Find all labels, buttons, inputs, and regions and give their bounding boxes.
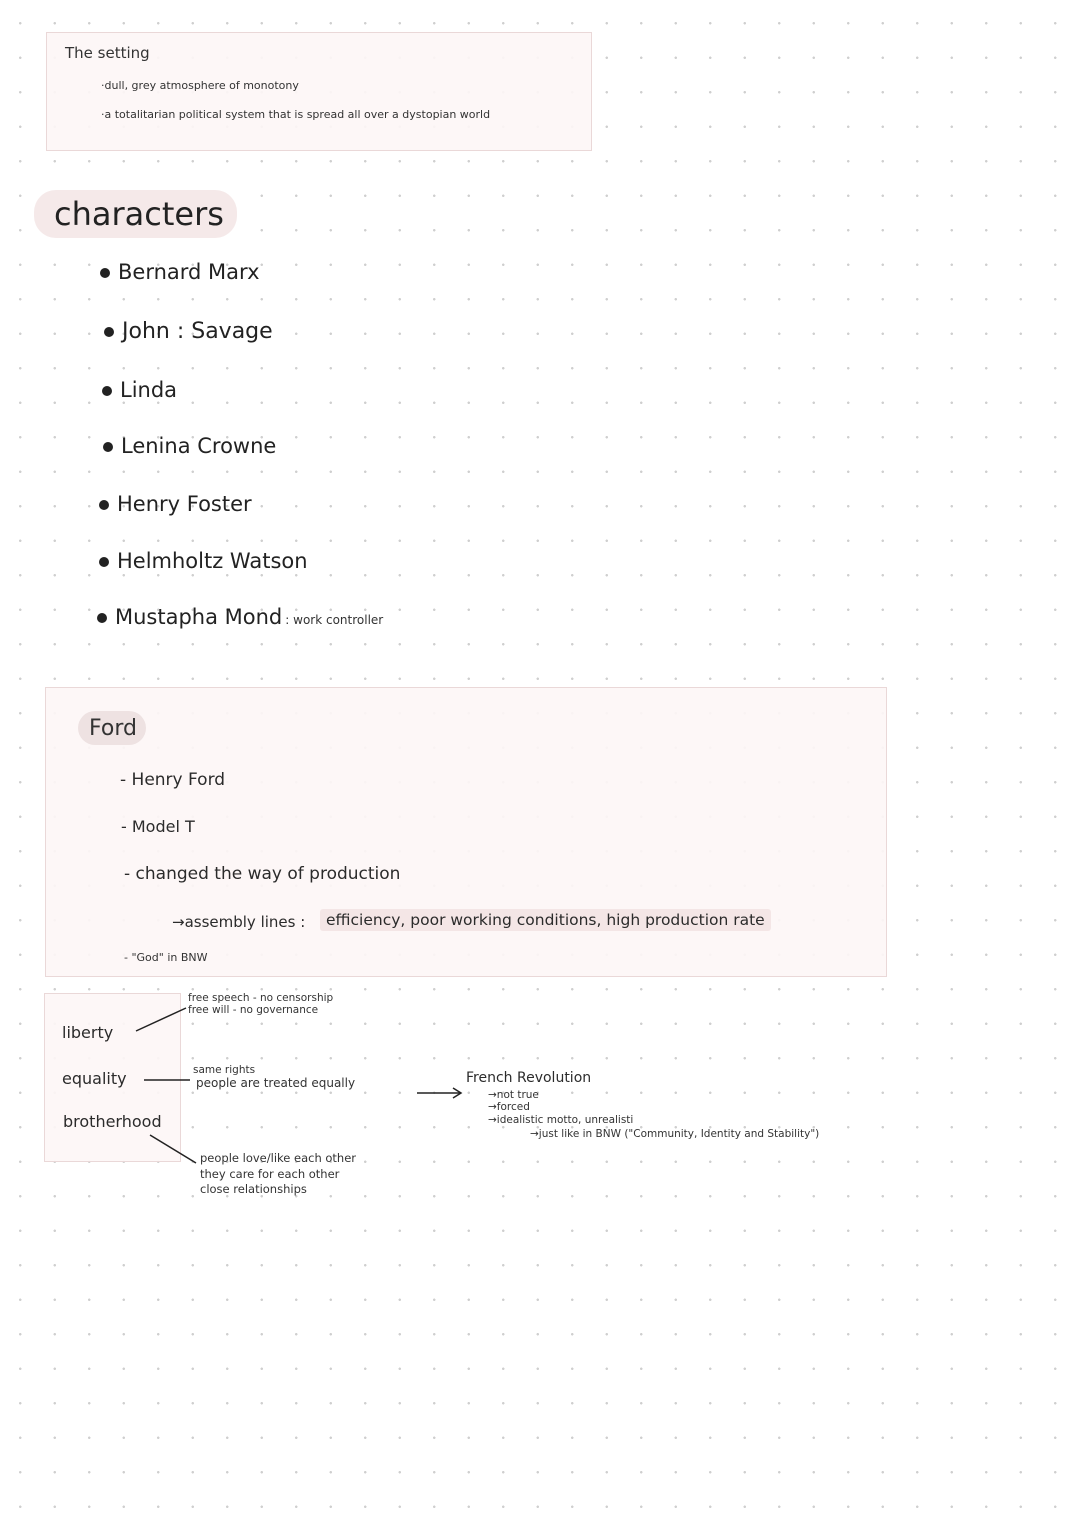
arrow-head-icon [453,1088,461,1098]
motto-liberty: liberty [62,1023,114,1042]
motto-brotherhood: brotherhood [63,1112,162,1131]
ford-point-henry: - Henry Ford [120,770,226,790]
liberty-note-2: free will - no governance [188,1004,319,1016]
ford-point-model-t: - Model T [121,817,195,836]
equality-note-2: people are treated equally [196,1076,356,1090]
bullet-icon [102,386,112,396]
bullet-icon [97,613,107,623]
character-helmholtz: Helmholtz Watson [99,549,308,573]
french-revolution-title: French Revolution [466,1070,592,1086]
ford-heading: Ford [89,716,137,741]
ford-assembly-detail: efficiency, poor working conditions, high production rate [320,909,771,931]
bullet-icon [99,500,109,510]
brotherhood-note-3: close relationships [200,1182,307,1196]
characters-heading: characters [54,195,224,233]
mustapha-note: : work controller [285,613,384,627]
motto-equality: equality [62,1069,127,1088]
liberty-note-1: free speech - no censorship [188,992,334,1004]
ford-assembly-label: →assembly lines : [172,913,306,931]
brotherhood-note-1: people love/like each other [200,1151,357,1165]
character-henry: Henry Foster [99,492,252,516]
character-lenina: Lenina Crowne [103,434,276,458]
bullet-icon [100,268,110,278]
equality-note-1: same rights [193,1064,256,1076]
fr-note-3: →idealistic motto, unrealisti [488,1114,634,1126]
ford-god: - "God" in BNW [124,951,208,964]
brotherhood-note-2: they care for each other [200,1167,340,1181]
bullet-icon [99,557,109,567]
bnw-note: →just like in BNW ("Community, Identity and Stability") [530,1128,820,1140]
setting-line-2: ·a totalitarian political system that is spread all over a dystopian world [101,108,491,121]
bullet-icon [104,327,114,337]
ford-point-production: - changed the way of production [124,864,401,884]
setting-title: The setting [65,44,150,62]
fr-note-1: →not true [488,1089,539,1101]
fr-note-2: →forced [488,1101,530,1113]
character-mustapha: Mustapha Mond : work controller [97,605,383,629]
setting-line-1: ·dull, grey atmosphere of monotony [101,79,299,92]
character-linda: Linda [102,378,177,402]
character-john: John : Savage [104,319,273,344]
bullet-icon [103,442,113,452]
character-bernard: Bernard Marx [100,260,260,284]
